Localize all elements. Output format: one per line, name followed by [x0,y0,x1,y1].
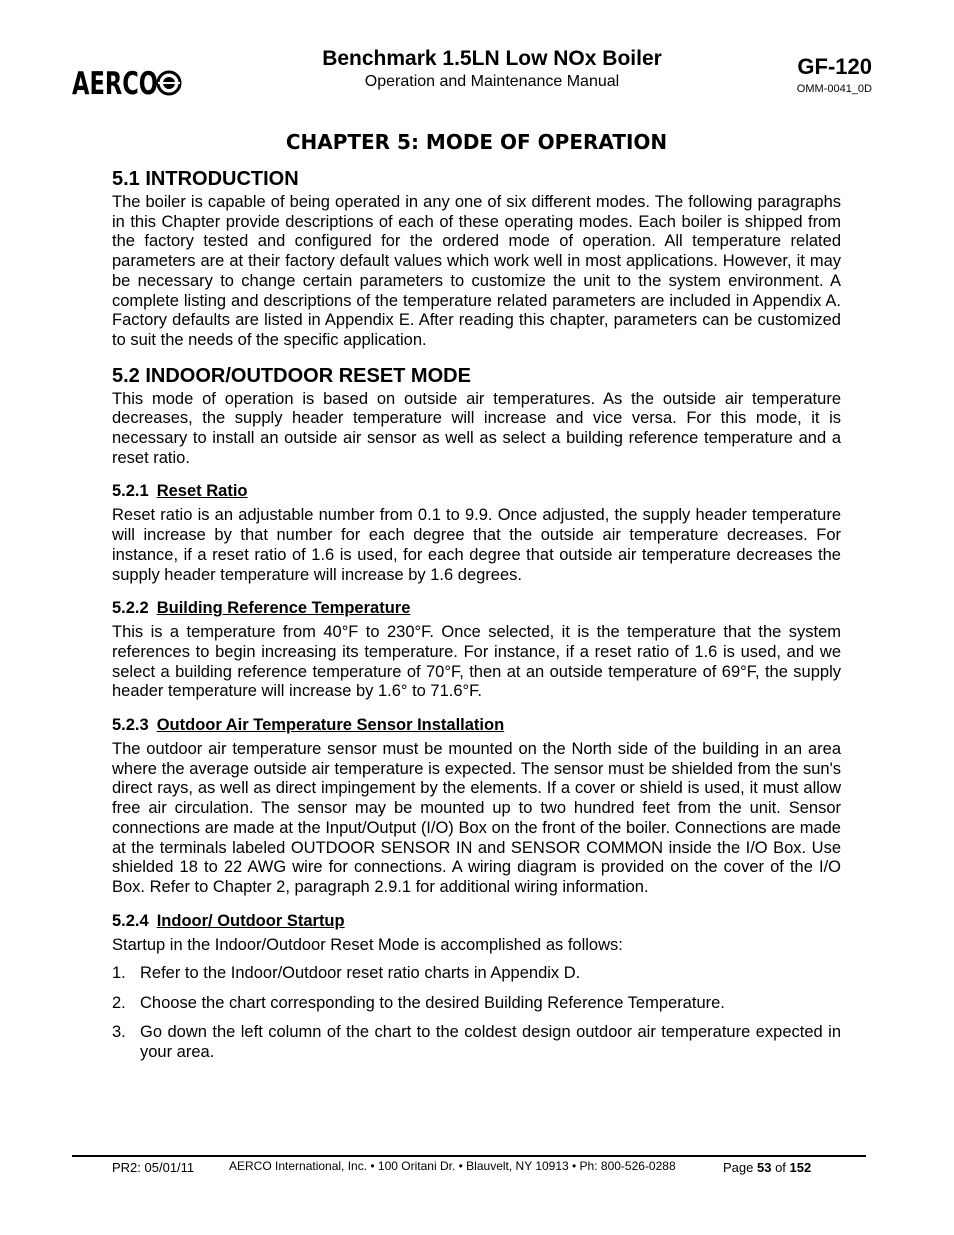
step-number: 3. [112,1022,126,1041]
section-number: 5.2.2 [112,599,149,618]
section-5-1-body: The boiler is capable of being operated in any one of six different modes. The following paragraphs in this Chapter provide descriptions of each of these operating modes. Each boiler is shipped from the factory tested and configured for the ordered mode of operation. All temperature related parameters are at their factory default values which work well in most applications. However, it may be necessary to change certain parameters to customize the unit to the system environment. A complete listing and descriptions of the temperature related parameters are included in Appendix A. Factory defaults are listed in Appendix E. After reading this chapter, parameters can be customized to suit the needs of the specific application. [112,193,841,349]
footer-address: AERCO International, Inc. • 100 Oritani Dr. • Blauvelt, NY 10913 • Ph: 800-526-0288 [229,1159,676,1173]
current-page: 53 [756,1160,772,1175]
footer-divider [72,1155,866,1157]
page-label: Page [723,1160,757,1175]
section-title: Indoor/ Outdoor Startup [156,911,345,930]
logo-wordmark: AERCO [72,66,158,100]
section-title: Reset Ratio [156,482,248,501]
page-of-label: of [771,1160,790,1175]
section-5-2-heading: 5.2 INDOOR/OUTDOOR RESET MODE [112,364,471,387]
page-content [112,126,841,1072]
step-text: Refer to the Indoor/Outdoor reset ratio charts in Appendix D. [140,964,581,983]
doc-code: GF-120 [797,54,872,79]
section-5-2-3-heading [112,714,841,736]
step-text: Choose the chart corresponding to the desired Building Reference Temperature. [140,993,725,1012]
list-item [112,1023,841,1062]
list-item [112,994,841,1014]
header-right [797,53,872,97]
section-5-2-1-body: Reset ratio is an adjustable number from 0.1 to 9.9. Once adjusted, the supply header temperature will increase by that number for each degree that the outside air temperature decreases. For instance, if a reset ratio of 1.6 is used, for each degree that outside air temperature decreases the supply header temperature will increase by 1.6 degrees. [112,506,841,584]
section-5-2-3-body: The outdoor air temperature sensor must be mounted on the North side of the building in an area where the average outside air temperature is expected. The sensor must be shielded from the sun's direct rays, as well as direct impingement by the elements. If a cover or shield is used, it must allow free air circulation. The sensor may be mounted up to two hundred feet from the unit. Sensor connections are made at the Input/Output (I/O) Box on the front of the boiler. Connections are made at the terminals labeled OUTDOOR SENSOR IN and SENSOR COMMON inside the I/O Box. Use shielded 18 to 22 AWG wire for connections. A wiring diagram is provided on the cover of the I/O Box. Refer to Chapter 2, paragraph 2.9.1 for additional wiring information. [112,740,841,896]
section-5-2-1-heading [112,480,841,502]
section-5-1-heading: 5.1 INTRODUCTION [112,168,299,190]
section-5-2-4-intro: Startup in the Indoor/Outdoor Reset Mode is accomplished as follows: [112,935,623,954]
total-pages: 152 [789,1160,812,1175]
list-item [112,964,841,984]
chapter-title: CHAPTER 5: MODE OF OPERATION [285,130,668,154]
header-center [250,46,734,92]
section-5-2-2-body: This is a temperature from 40°F to 230°F. Once selected, it is the temperature that the system references to begin increasing its temperature. For instance, if a reset ratio of 1.6 is used, and we select a building reference temperature of 70°F, then at an outside temperature of 69°F, the supply header temperature will increase by 1.6° to 71.6°F. [112,623,841,701]
doc-number: OMM-0041_0D [796,83,872,95]
section-number: 5.2.3 [112,716,149,735]
step-text: Go down the left column of the chart to the coldest design outdoor air temperature expected in your area. [140,1022,841,1061]
step-number: 2. [112,993,126,1012]
footer-page-number [723,1160,811,1176]
manual-subtitle: Operation and Maintenance Manual [364,73,620,90]
footer-revision: PR2: 05/01/11 [112,1160,195,1175]
section-title: Outdoor Air Temperature Sensor Installation [156,716,505,735]
section-number: 5.2.1 [112,482,149,501]
aerco-logo [72,64,184,100]
step-number: 1. [112,964,126,983]
section-5-2-body: This mode of operation is based on outside air temperatures. As the outside air temperature decreases, the supply header temperature will increase and vice versa. For this mode, it is necessary to install an outside air sensor as well as select a building reference temperature and a reset ratio. [112,389,841,467]
section-title: Building Reference Temperature [156,599,411,618]
section-number: 5.2.4 [112,911,149,930]
section-5-2-2-heading [112,597,841,619]
startup-steps-list [112,964,841,1062]
manual-title: Benchmark 1.5LN Low NOx Boiler [322,47,662,70]
section-5-2-4-heading [112,910,841,932]
